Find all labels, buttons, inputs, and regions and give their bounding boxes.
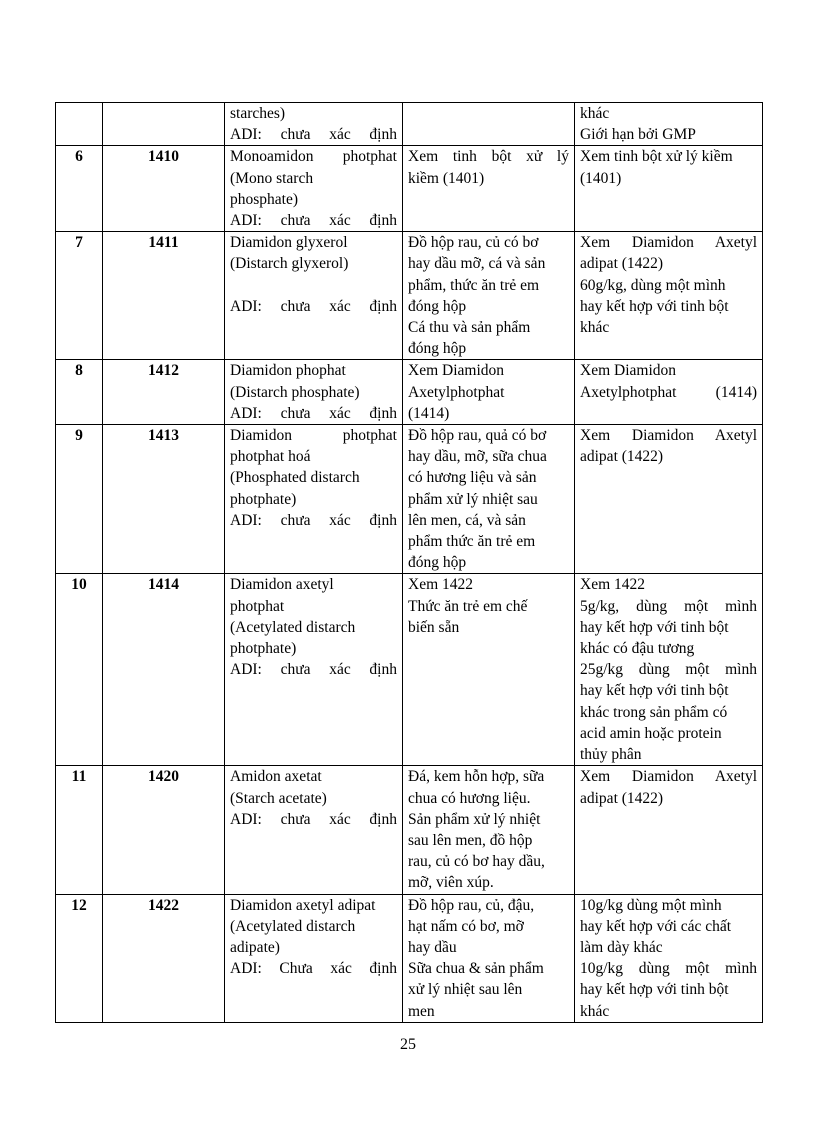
- food-category-line: Cá thu và sản phẩm: [408, 319, 531, 337]
- food-category: [403, 360, 575, 425]
- table-row: [56, 146, 763, 232]
- max-level-line: adipat (1422): [580, 255, 664, 273]
- additive-name-line: Diamidon phophat: [230, 362, 346, 380]
- additive-name: [225, 425, 403, 574]
- additive-name-line: ADI: chưa xác định: [230, 212, 397, 230]
- max-level: [575, 766, 763, 894]
- max-level-line: hay kết hợp với tinh bột: [580, 618, 729, 636]
- food-category-line: phẩm, thức ăn trẻ em: [408, 276, 540, 294]
- table-row: [56, 425, 763, 574]
- max-level-line: adipat (1422): [580, 448, 664, 466]
- food-category-line: chua có hương liệu.: [408, 789, 531, 807]
- max-level-line: Giới hạn bởi GMP: [580, 126, 696, 144]
- max-level-line: Xem Diamidon Axetyl: [580, 768, 757, 786]
- additive-name-line: ADI: chưa xác định: [230, 404, 397, 422]
- additive-name-line: Diamidon photphat: [230, 427, 397, 445]
- food-category-line: biến sẵn: [408, 618, 460, 636]
- ins-code: 1414: [103, 574, 225, 766]
- food-category-line: phẩm thức ăn trẻ em: [408, 533, 536, 551]
- food-category-line: Xem 1422: [408, 576, 474, 594]
- additive-name: [225, 766, 403, 894]
- additive-name-line: Diamidon axetyl: [230, 576, 334, 594]
- max-level: [575, 574, 763, 766]
- max-level: [575, 425, 763, 574]
- max-level-line: Xem 1422: [580, 576, 646, 594]
- additive-name-line: (Starch acetate): [230, 789, 327, 807]
- max-level-line: hay kết hợp với các chất: [580, 917, 732, 935]
- max-level-line: adipat (1422): [580, 789, 664, 807]
- additive-name: [225, 146, 403, 232]
- additive-name-line: ADI: Chưa xác định: [230, 960, 397, 978]
- max-level-line: khác trong sản phẩm có: [580, 703, 728, 721]
- food-category: [403, 425, 575, 574]
- food-category-line: đóng hộp: [408, 554, 467, 572]
- additive-name-line: Diamidon axetyl adipat: [230, 896, 376, 914]
- row-number: 11: [56, 766, 103, 894]
- food-category-line: Đá, kem hỗn hợp, sữa: [408, 768, 545, 786]
- food-category-line: men: [408, 1002, 435, 1020]
- additive-name-line: ADI: chưa xác định: [230, 297, 397, 315]
- additive-name-line: photphate): [230, 640, 297, 658]
- additive-name-line: phosphate): [230, 190, 299, 208]
- row-number: 6: [56, 146, 103, 232]
- food-category: [403, 574, 575, 766]
- additive-name-line: Diamidon glyxerol: [230, 234, 348, 252]
- max-level: [575, 146, 763, 232]
- max-level-line: khác: [580, 105, 610, 122]
- max-level-line: khác có đậu tương: [580, 640, 695, 658]
- table-row: [56, 574, 763, 766]
- max-level-line: 5g/kg, dùng một mình: [580, 597, 757, 615]
- max-level-line: Xem Diamidon Axetyl: [580, 427, 757, 445]
- food-category-line: mỡ, viên xúp.: [408, 874, 494, 892]
- additive-name: [225, 103, 403, 146]
- table-row: [56, 103, 763, 146]
- additive-name-line: (Acetylated distarch: [230, 618, 356, 636]
- additive-name-line: ADI: chưa xác định: [230, 511, 397, 529]
- max-level-line: 10g/kg dùng một mình: [580, 960, 757, 978]
- additive-name-line: (Mono starch: [230, 169, 314, 187]
- additive-name-line: ADI: chưa xác định: [230, 126, 397, 144]
- row-number: 8: [56, 360, 103, 425]
- row-number: [56, 103, 103, 146]
- additive-name-line: photphat: [230, 597, 285, 615]
- food-category-line: xử lý nhiệt sau lên: [408, 981, 523, 999]
- table-body: [56, 103, 763, 1023]
- food-category: [403, 232, 575, 360]
- food-category-line: hay dầu, mỡ, sữa chua: [408, 448, 547, 466]
- food-category-line: phẩm xử lý nhiệt sau: [408, 490, 538, 508]
- food-category-line: Xem Diamidon: [408, 362, 504, 380]
- food-category-line: Đồ hộp rau, củ, đậu,: [408, 896, 535, 914]
- additive-name-line: (Acetylated distarch: [230, 917, 356, 935]
- additive-name-line: ADI: chưa xác định: [230, 661, 397, 679]
- max-level-line: thủy phân: [580, 746, 642, 764]
- page-number: 25: [400, 1036, 416, 1053]
- max-level-line: hay kết hợp với tinh bột: [580, 682, 729, 700]
- food-category-line: Xem tinh bột xử lý: [408, 148, 569, 166]
- food-category-line: Đồ hộp rau, quả có bơ: [408, 427, 547, 445]
- additives-table: [55, 102, 763, 1023]
- max-level-line: hay kết hợp với tinh bột: [580, 981, 729, 999]
- max-level: [575, 894, 763, 1022]
- additive-name-line: Amidon axetat: [230, 768, 322, 786]
- max-level-line: Xem Diamidon Axetyl: [580, 234, 757, 252]
- ins-code: 1412: [103, 360, 225, 425]
- additive-name-line: (Distarch glyxerol): [230, 255, 349, 273]
- row-number: 12: [56, 894, 103, 1022]
- additive-name-line: starches): [230, 105, 286, 122]
- row-number: 7: [56, 232, 103, 360]
- max-level-line: acid amin hoặc protein: [580, 724, 722, 742]
- food-category-line: hạt nấm có bơ, mỡ: [408, 917, 524, 935]
- ins-code: 1411: [103, 232, 225, 360]
- food-category: [403, 103, 575, 146]
- row-number: 9: [56, 425, 103, 574]
- max-level-line: khác: [580, 319, 610, 337]
- food-category: [403, 146, 575, 232]
- max-level: [575, 232, 763, 360]
- table-row: [56, 360, 763, 425]
- max-level-line: (1401): [580, 169, 622, 187]
- ins-code: 1413: [103, 425, 225, 574]
- additive-name-line: ADI: chưa xác định: [230, 810, 397, 828]
- max-level-line: 25g/kg dùng một mình: [580, 661, 757, 679]
- food-category-line: có hương liệu và sản: [408, 469, 537, 487]
- food-category-line: sau lên men, đồ hộp: [408, 831, 533, 849]
- additive-name: [225, 360, 403, 425]
- food-category-line: Sữa chua & sản phẩm: [408, 960, 544, 978]
- food-category-line: lên men, cá, và sản: [408, 511, 526, 529]
- row-number: 10: [56, 574, 103, 766]
- additive-name-line: adipate): [230, 938, 280, 956]
- max-level-line: khác: [580, 1002, 610, 1020]
- food-category-line: kiềm (1401): [408, 169, 485, 187]
- ins-code: 1410: [103, 146, 225, 232]
- food-category-line: hay dầu mỡ, cá và sản: [408, 255, 546, 273]
- food-category-line: (1414): [408, 404, 450, 422]
- additive-name: [225, 894, 403, 1022]
- food-category: [403, 894, 575, 1022]
- max-level-line: Xem Diamidon: [580, 362, 676, 380]
- additive-name-line: photphat hoá: [230, 448, 311, 466]
- max-level-line: Xem tinh bột xử lý kiềm: [580, 148, 733, 166]
- max-level-line: Axetylphotphat (1414): [580, 383, 757, 401]
- table-row: [56, 766, 763, 894]
- additive-name-line: (Phosphated distarch: [230, 469, 360, 487]
- additive-name: [225, 232, 403, 360]
- additive-name-line: Monoamidon photphat: [230, 148, 397, 166]
- max-level-line: 10g/kg dùng một mình: [580, 896, 722, 914]
- food-category-line: đóng hộp: [408, 340, 467, 358]
- food-category-line: rau, củ có bơ hay dầu,: [408, 853, 545, 871]
- max-level: [575, 360, 763, 425]
- food-category: [403, 766, 575, 894]
- max-level: [575, 103, 763, 146]
- additive-name-line: photphate): [230, 490, 297, 508]
- food-category-line: Thức ăn trẻ em chế: [408, 597, 528, 615]
- ins-code: 1422: [103, 894, 225, 1022]
- additive-name-line: [230, 275, 397, 296]
- additive-name: [225, 574, 403, 766]
- ins-code: [103, 103, 225, 146]
- max-level-line: làm dày khác: [580, 938, 663, 956]
- additive-name-line: (Distarch phosphate): [230, 383, 360, 401]
- table-row: [56, 232, 763, 360]
- max-level-line: hay kết hợp với tinh bột: [580, 297, 729, 315]
- food-category-line: hay dầu: [408, 938, 457, 956]
- food-category-line: đóng hộp: [408, 297, 467, 315]
- ins-code: 1420: [103, 766, 225, 894]
- food-category-line: Axetylphotphat: [408, 383, 505, 401]
- food-category-line: Sản phẩm xử lý nhiệt: [408, 810, 541, 828]
- table-row: [56, 894, 763, 1022]
- max-level-line: 60g/kg, dùng một mình: [580, 276, 726, 294]
- food-category-line: Đồ hộp rau, củ có bơ: [408, 234, 539, 252]
